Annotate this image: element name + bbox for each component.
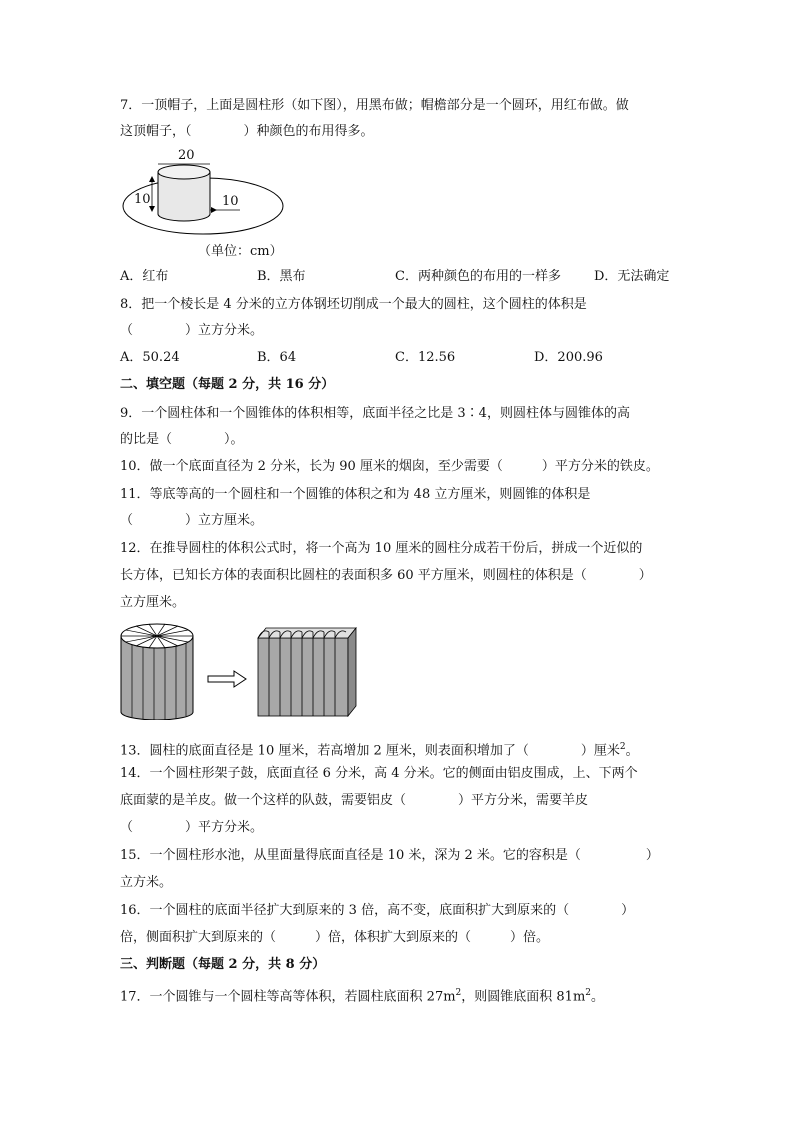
- q16-line2: 倍，侧面积扩大到原来的（ ）倍，体积扩大到原来的（ ）倍。: [120, 930, 550, 945]
- q17-text: 17．一个圆锥与一个圆柱等高等体积，若圆柱底面积 27m: [120, 989, 456, 1005]
- q8-option-c: C．12.56: [395, 350, 456, 365]
- cylinder-top: [158, 165, 210, 179]
- q16-line1: 16．一个圆柱的底面半径扩大到原来的 3 倍，高不变，底面积扩大到原来的（ ）: [120, 903, 635, 918]
- q15-line1: 15．一个圆柱形水池，从里面量得底面直径是 10 米，深为 2 米。它的容积是（ ）: [120, 848, 659, 863]
- q12-line3: 立方厘米。: [120, 595, 186, 610]
- q11-line1: 11．等底等高的一个圆柱和一个圆锥的体积之和为 48 立方厘米，则圆锥的体积是: [120, 487, 591, 502]
- q13-text: 13．圆柱的底面直径是 10 厘米，若高增加 2 厘米，则表面积增加了（ ）厘米: [120, 743, 620, 759]
- dim-right-label: 10: [222, 194, 239, 209]
- cylinder-transform-diagram: [118, 620, 358, 720]
- cylinder-transform-figure: [118, 620, 358, 724]
- q8-option-b: B．64: [257, 350, 297, 365]
- q7-option-c: C．两种颜色的布用的一样多: [395, 269, 561, 284]
- q13-superscript: 2: [619, 742, 626, 752]
- q10: 10．做一个底面直径为 2 分米，长为 90 厘米的烟囱，至少需要（ ）平方分米的铁皮。: [120, 459, 659, 474]
- q9-line1: 9．一个圆柱体和一个圆锥体的体积相等，底面半径之比是 3∶4，则圆柱体与圆锥体的高: [120, 406, 630, 421]
- dim-left-label: 10: [134, 192, 151, 207]
- hat-figure: [118, 148, 288, 259]
- dim-top-label: 20: [178, 148, 195, 163]
- q8-line1: 8．把一个棱长是 4 分米的立方体钢坯切削成一个最大的圆柱，这个圆柱的体积是: [120, 297, 587, 312]
- q17: [120, 984, 604, 1006]
- q15-line2: 立方米。: [120, 875, 173, 890]
- transform-arrow: [208, 671, 246, 687]
- q7-option-a: A．红布: [120, 269, 169, 284]
- q8-option-a: A．50.24: [120, 350, 180, 365]
- q14-line2: 底面蒙的是羊皮。做一个这样的队鼓，需要铝皮（ ）平方分米，需要羊皮: [120, 793, 589, 808]
- q11-line2: （ ）立方厘米。: [120, 513, 264, 528]
- q7-line1: 7．一顶帽子，上面是圆柱形（如下图），用黑布做；帽檐部分是一个圆环，用红布做。做: [120, 98, 629, 113]
- q9-line2: 的比是（ ）。: [120, 432, 244, 447]
- q7-option-b: B．黑布: [257, 269, 306, 284]
- q12-line2: 长方体，已知长方体的表面积比圆柱的表面积多 60 平方厘米，则圆柱的体积是（ ）: [120, 568, 652, 583]
- q7-line2: 这顶帽子，（ ）种颜色的布用得多。: [120, 124, 374, 139]
- section-3-heading: 三、判断题（每题 2 分，共 8 分）: [120, 957, 326, 972]
- q14-line3: （ ）平方分米。: [120, 820, 264, 835]
- q17-sup2: 2: [585, 988, 592, 998]
- q7-option-d: D．无法确定: [594, 269, 670, 284]
- sliced-box: [258, 628, 356, 716]
- q12-line1: 12．在推导圆柱的体积公式时，将一个高为 10 厘米的圆柱分成若干份后，拼成一个近似的: [120, 541, 643, 556]
- q17-end: 。: [591, 989, 605, 1005]
- q13: [120, 738, 639, 760]
- section-2-heading: 二、填空题（每题 2 分，共 16 分）: [120, 377, 335, 392]
- unit-label: （单位：cm）: [198, 244, 283, 259]
- q8-line2: （ ）立方分米。: [120, 323, 264, 338]
- q17-sup1: 2: [455, 988, 462, 998]
- q13-end: 。: [625, 743, 639, 759]
- q8-option-d: D．200.96: [534, 350, 603, 365]
- q14-line1: 14．一个圆柱形架子鼓，底面直径 6 分米，高 4 分米。它的侧面由铝皮围成，上、下两个: [120, 766, 638, 781]
- q17-mid: ，则圆锥底面积 81m: [461, 989, 586, 1005]
